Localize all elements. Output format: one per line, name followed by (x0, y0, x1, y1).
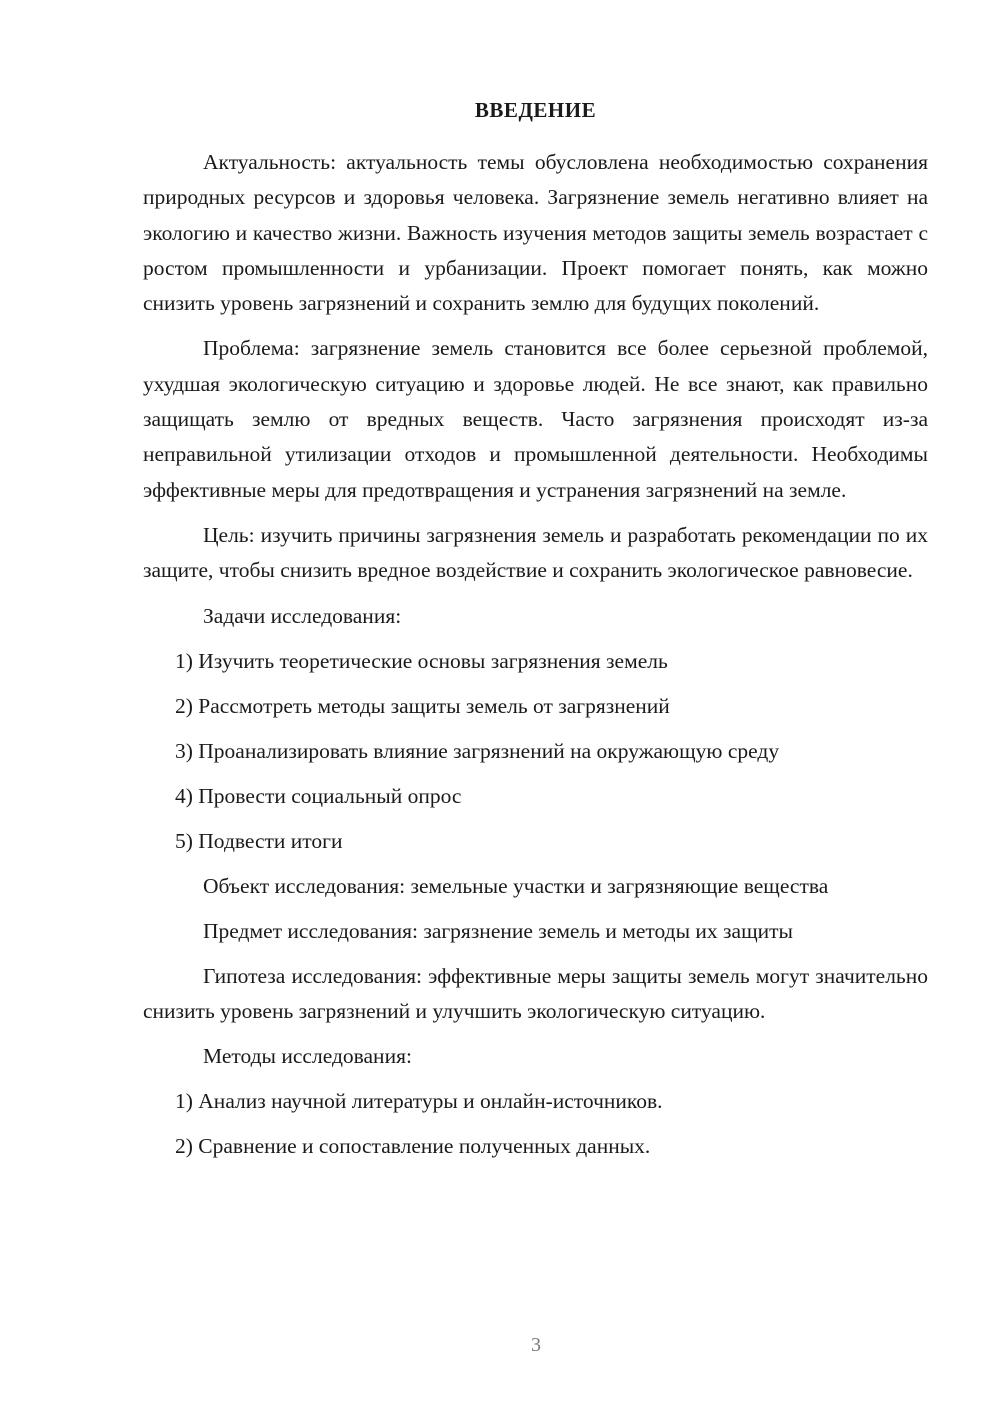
relevance-paragraph: Актуальность: актуальность темы обусловлена необходимостью сохранения природных ресурсов и здоровья человека. Загрязнение земель негативно влияет на экологию и качество жизни. Важность изучения методов защиты земель возрастает с ростом промышленности и урбанизации. Проект помогает понять, как можно снизить уровень загрязнений и сохранить землю для будущих поколений. (143, 150, 928, 316)
task-item-1: 1) Изучить теоретические основы загрязнения земель (175, 648, 668, 673)
method-item-1: 1) Анализ научной литературы и онлайн-источников. (175, 1089, 663, 1114)
tasks-heading: Задачи исследования: (203, 603, 402, 628)
section-title: ВВЕДЕНИЕ (474, 98, 597, 122)
document-page (143, 92, 928, 1174)
page-number: 3 (531, 1334, 541, 1356)
research-subject: Предмет исследования: загрязнение земель и методы их защиты (203, 918, 793, 943)
goal-paragraph: Цель: изучить причины загрязнения земель и разработать рекомендации по их защите, чтобы снизить вредное воздействие и сохранить экологическое равновесие. (143, 522, 928, 583)
task-item-2: 2) Рассмотреть методы защиты земель от загрязнений (175, 693, 670, 718)
methods-heading: Методы исследования: (203, 1044, 412, 1069)
problem-paragraph: Проблема: загрязнение земель становится все более серьезной проблемой, ухудшая экологическую ситуацию и здоровье людей. Не все знают, как правильно защищать землю от вредных веществ. Часто загрязнения происходят из-за неправильной утилизации отходов и промышленной деятельности. Необходимы эффективные меры для предотвращения и устранения загрязнений на земле. (143, 336, 928, 502)
task-item-5: 5) Подвести итоги (175, 828, 343, 853)
method-item-2: 2) Сравнение и сопоставление полученных данных. (175, 1134, 651, 1159)
hypothesis-paragraph: Гипотеза исследования: эффективные меры защиты земель могут значительно снизить уровень загрязнений и улучшить экологическую ситуацию. (143, 963, 928, 1023)
task-item-3: 3) Проанализировать влияние загрязнений на окружающую среду (175, 738, 780, 763)
task-item-4: 4) Провести социальный опрос (175, 783, 462, 808)
research-object: Объект исследования: земельные участки и загрязняющие вещества (203, 873, 829, 898)
